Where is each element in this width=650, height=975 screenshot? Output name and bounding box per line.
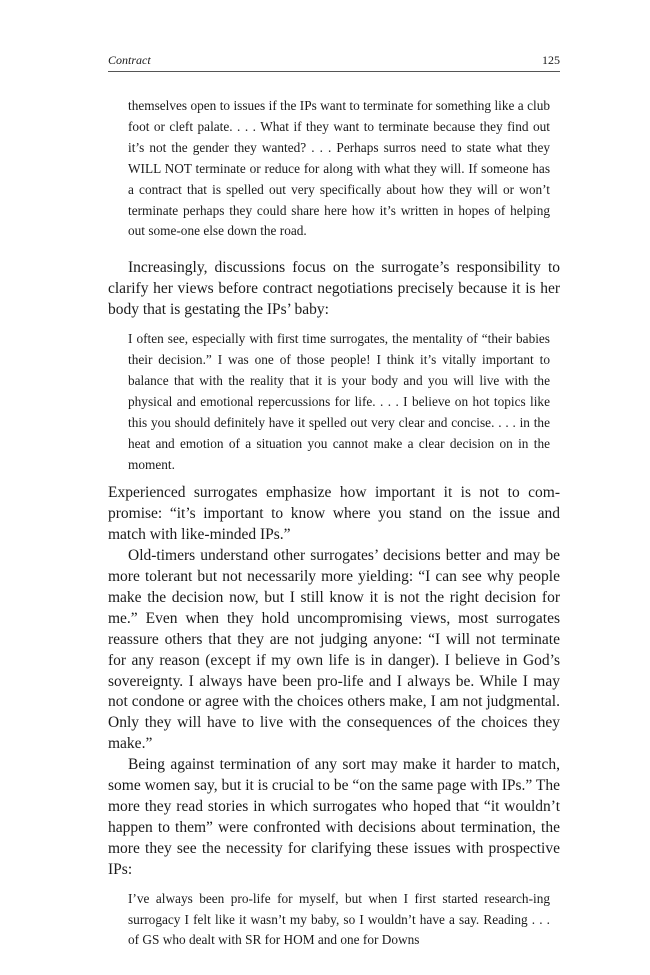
block-quote: I often see, especially with first time surrogates, the mentality of “their babies their decision.” I was one of those people! I think it’s vitally important to balance that with the reality that it is your body and you will live with the physical and emotional repercussions for life. . . . I believe on hot topics like this you should definitely have it spelled out very clear and concise. . . . in the heat and emotion of a situation you cannot make a clear decision on in the moment.: [128, 331, 550, 472]
body-paragraph: Increasingly, discussions focus on the surrogate’s responsibility to clarify her views before contract negotiations precisely because it is her body that is gestating the IPs’ baby:: [108, 259, 560, 319]
block-quote: themselves open to issues if the IPs want to terminate for something like a club foot or cleft palate. . . . What if they want to terminate because they find out it’s not the gender they wanted? . . . Perhaps surros need to state what they WILL NOT terminate or reduce for along with what they will. If someone has a contract that is spelled out very specifically about how they will or won’t terminate perhaps they could share here how it’s written in hopes of helping out some-one else down the road.: [128, 98, 550, 239]
running-head: Contract: [108, 53, 151, 67]
body-paragraph: Experienced surrogates emphasize how important it is not to com-promise: “it’s important to know where you stand on the issue and match with like-minded IPs.”: [108, 484, 560, 544]
page-number: 125: [542, 53, 560, 67]
block-quote: I’ve always been pro-life for myself, but when I first started research-ing surrogacy I felt like it wasn’t my baby, so I wouldn’t have a say. Reading . . . of GS who dealt with SR for HOM and one for Downs: [128, 890, 550, 948]
page-header: [108, 52, 560, 72]
body-paragraph: Old-timers understand other surrogates’ decisions better and may be more tolerant but not necessarily more yielding: “I can see why people make the decision now, but I still know it is not the right decision for me.” Even when they hold uncompromising views, most surrogates reassure others that they are not judging anyone: “I will not terminate for any reason (except if my own life is in danger). I believe in God’s sovereignty. I always have been pro-life and I always be. While I may not condone or agree with the choices others make, I am not judgmental. Only they will have to live with the consequences of the choices they make.”: [108, 547, 560, 753]
page-body: [108, 96, 560, 951]
body-paragraph: Being against termination of any sort may make it harder to match, some women say, but it is crucial to be “on the same page with IPs.” The more they read stories in which surrogates who hoped that “it wouldn’t happen to them” were confronted with decisions about termination, the more they see the necessity for clarifying these issues with prospective IPs:: [108, 756, 560, 878]
